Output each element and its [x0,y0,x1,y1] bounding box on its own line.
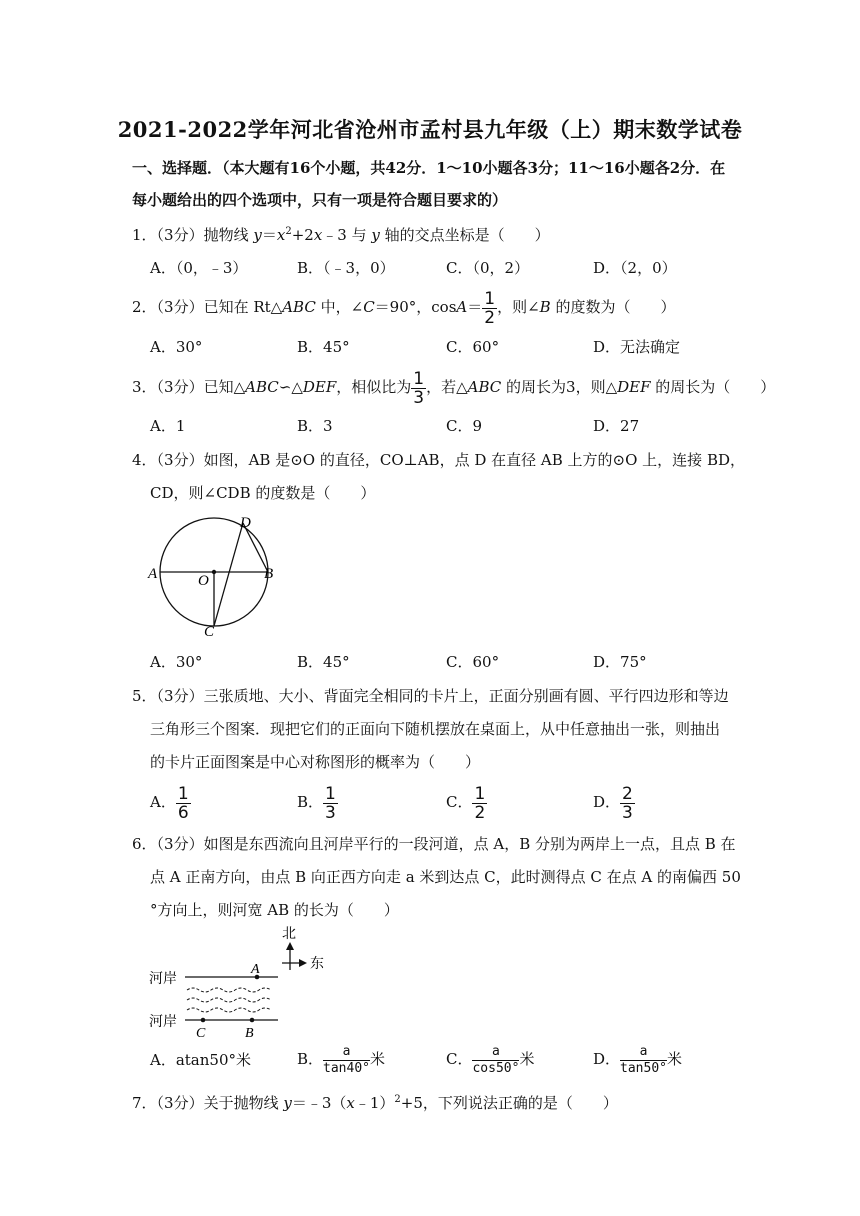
fraction [482,290,497,327]
section-heading-line1: 一、选择题．（本大题有16个小题，共42分．1～10小题各3分；11～16小题各2分．在 [132,159,726,177]
q3-option-a: A．1 [150,417,186,435]
fraction-numerator: a [323,1044,370,1061]
fraction-numerator: a [472,1044,519,1061]
q4-option-c: C．60° [446,653,500,671]
q4-option-b: B．45° [297,653,350,671]
bank-top-label: 河岸 [149,972,177,987]
page-title: 2021-2022学年河北省沧州市孟村县九年级（上）期末数学试卷 [117,117,743,142]
question-text: 的周长为（ ） [650,378,776,396]
question-text: +5，下列说法正确的是（ ） [400,1094,618,1112]
question-text: 的周长为3，则△ [501,378,618,396]
bank-bottom-label: 河岸 [149,1015,177,1030]
question-5-line2: 三角形三个图案．现把它们的正面向下随机摆放在桌面上，从中任意抽出一张，则抽出 [150,720,721,738]
fraction-denominator: 3 [325,802,336,823]
q6-option-d [593,1040,682,1078]
question-text: （3分）已知△ [156,378,246,396]
question-text: ﹣1） [354,1094,395,1112]
question-6-line2: 点 A 正南方向，由点 B 向正西方向走 a 米到达点 C，此时测得点 C 在点 A 的南偏西 50 [150,868,741,886]
segment-cd [214,523,243,626]
question-text: （3分）如图是东西流向且河岸平行的一段河道，点 A，B 分别为两岸上一点，且点 B 在 [156,835,736,853]
question-number: 2． [132,298,157,316]
unit: 米 [370,1050,386,1068]
question-text: ＝90°，cos [374,298,457,316]
q2-option-d: D．无法确定 [593,338,681,356]
question-3: 3．（3分）已知△ABC∽△DEF，相似比为 $\frac{1}{3}$ ，若△ABC 的周长为3，则△DEF 的周长为（ ） [132,368,776,408]
question-text: ∽△ [278,378,303,396]
east-label: 东 [310,957,324,972]
unit: 米 [667,1050,683,1068]
fraction-denominator: cos50° [472,1060,520,1076]
fraction [472,1044,519,1077]
question-text: ＝﹣3（ [291,1094,347,1112]
q3-option-b: B．3 [297,417,333,435]
label-b: B [264,566,274,582]
question-text: 中，∠ [315,298,364,316]
fraction-numerator: 1 [413,368,425,389]
question-text: 轴的交点坐标是（ ） [379,226,550,244]
fraction-numerator: a [620,1044,667,1061]
fraction-numerator: 1 [474,783,486,804]
fraction-numerator: 1 [484,288,496,309]
label-a: A [148,566,158,582]
question-2: 2．（3分）已知在 Rt△ABC 中，∠C＝90°，cosA＝ $\frac{1}{2}$ ，则∠B 的度数为（ ） [132,288,676,328]
east-arrow-icon [299,959,307,967]
q6-option-c [446,1040,534,1078]
question-text: （3分）已知在 Rt△ [156,298,283,316]
option-label: C． [446,793,473,811]
center-point [212,570,216,574]
fraction [411,370,426,407]
unit: 米 [519,1050,535,1068]
question-number: 7． [132,1094,157,1112]
label-c: C [196,1026,206,1041]
label-a: A [251,962,260,977]
option-label: B． [297,793,324,811]
question-text: ，则∠ [497,298,540,316]
fraction-denominator: tan50° [620,1060,667,1076]
fraction-numerator: 1 [325,783,336,804]
question-text: 的度数为（ ） [550,298,676,316]
question-number: 6． [132,835,157,853]
q4-option-a: A．30° [150,653,203,671]
question-text: ，相似比为 [336,378,412,396]
fraction [620,1044,667,1077]
question-text: ，若△ [426,378,468,396]
q2-option-a: A．30° [150,338,203,356]
question-6-line3: °方向上，则河宽 AB 的长为（ ） [150,901,399,919]
q1-option-d: D．（2，0） [593,259,677,277]
question-5-line1 [132,686,729,706]
q5-option-a [150,783,191,822]
option-label: D． [593,793,621,811]
q4-option-d: D．75° [593,653,647,671]
fraction-denominator: 6 [177,802,189,823]
question-text: （3分）三张质地、大小、背面完全相同的卡片上，正面分别画有圆、平行四边形和等边 [156,687,729,705]
question-number: 3． [132,378,157,396]
question-6-line1 [132,834,736,854]
label-b: B [245,1026,254,1041]
fraction-numerator: 1 [177,783,189,804]
question-number: 1． [132,226,157,244]
label-o: O [198,573,209,589]
fraction-numerator: 2 [622,783,633,804]
fraction [620,785,635,822]
q1-option-c: C．（0，2） [446,259,530,277]
q2-option-b: B．45° [297,338,350,356]
water-wave [187,998,271,1002]
question-number: 4． [132,451,157,469]
question-5-line3: 的卡片正面图案是中心对称图形的概率为（ ） [150,753,481,771]
fraction-denominator: tan40° [323,1060,370,1076]
circle-diagram [140,510,290,645]
question-4-line2: CD，则∠CDB 的度数是（ ） [150,484,376,502]
question-7: 7．（3分）关于抛物线 y＝﹣3（x﹣1）$^2$+5，下列说法正确的是（ ） [132,1094,618,1112]
option-label: D． [593,1050,621,1068]
water-wave [187,1008,271,1012]
north-arrow-icon [286,942,294,950]
q6-option-a: A．atan50°米 [150,1051,251,1069]
point-b [250,1018,255,1023]
q2-option-c: C．60° [446,338,500,356]
q5-option-d [593,783,635,822]
label-d: D [240,515,251,531]
question-text: （3分）抛物线 [156,226,254,244]
fraction-denominator: 2 [474,802,486,823]
q1-option-b: B．（﹣3，0） [297,259,395,277]
point-c [201,1018,206,1023]
question-number: 5． [132,687,157,705]
q5-option-c [446,783,487,822]
question-text: （3分）关于抛物线 [156,1094,284,1112]
q3-option-d: D．27 [593,417,640,435]
q5-option-b [297,783,338,822]
option-label: A． [150,793,176,811]
q1-option-a: A．（0，﹣3） [150,259,248,277]
water-wave [187,988,271,992]
question-text: ＝ [467,298,483,316]
q6-option-b [297,1040,385,1078]
fraction-denominator: 3 [413,387,425,408]
north-label: 北 [282,927,296,942]
question-text: 与 [346,226,372,244]
fraction-denominator: 3 [622,802,633,823]
option-label: B． [297,1050,324,1068]
fraction [472,785,487,822]
question-text: （3分）如图，AB 是⊙O 的直径，CO⊥AB，点 D 在直径 AB 上方的⊙O 上，连接 BD， [156,451,745,469]
question-1: 1．（3分）抛物线 $y=x^2+2x﹣3$ 与 y 轴的交点坐标是（ ） [132,226,550,244]
fraction [323,1044,370,1077]
section-heading-line2: 每小题给出的四个选项中，只有一项是符合题目要求的） [132,191,508,209]
q3-option-c: C．9 [446,417,483,435]
question-4-line1 [132,450,745,470]
fraction [323,785,338,822]
option-label: C． [446,1050,473,1068]
fraction [176,785,191,822]
river-diagram [145,922,345,1047]
label-c: C [204,624,215,640]
fraction-denominator: 2 [484,307,496,328]
